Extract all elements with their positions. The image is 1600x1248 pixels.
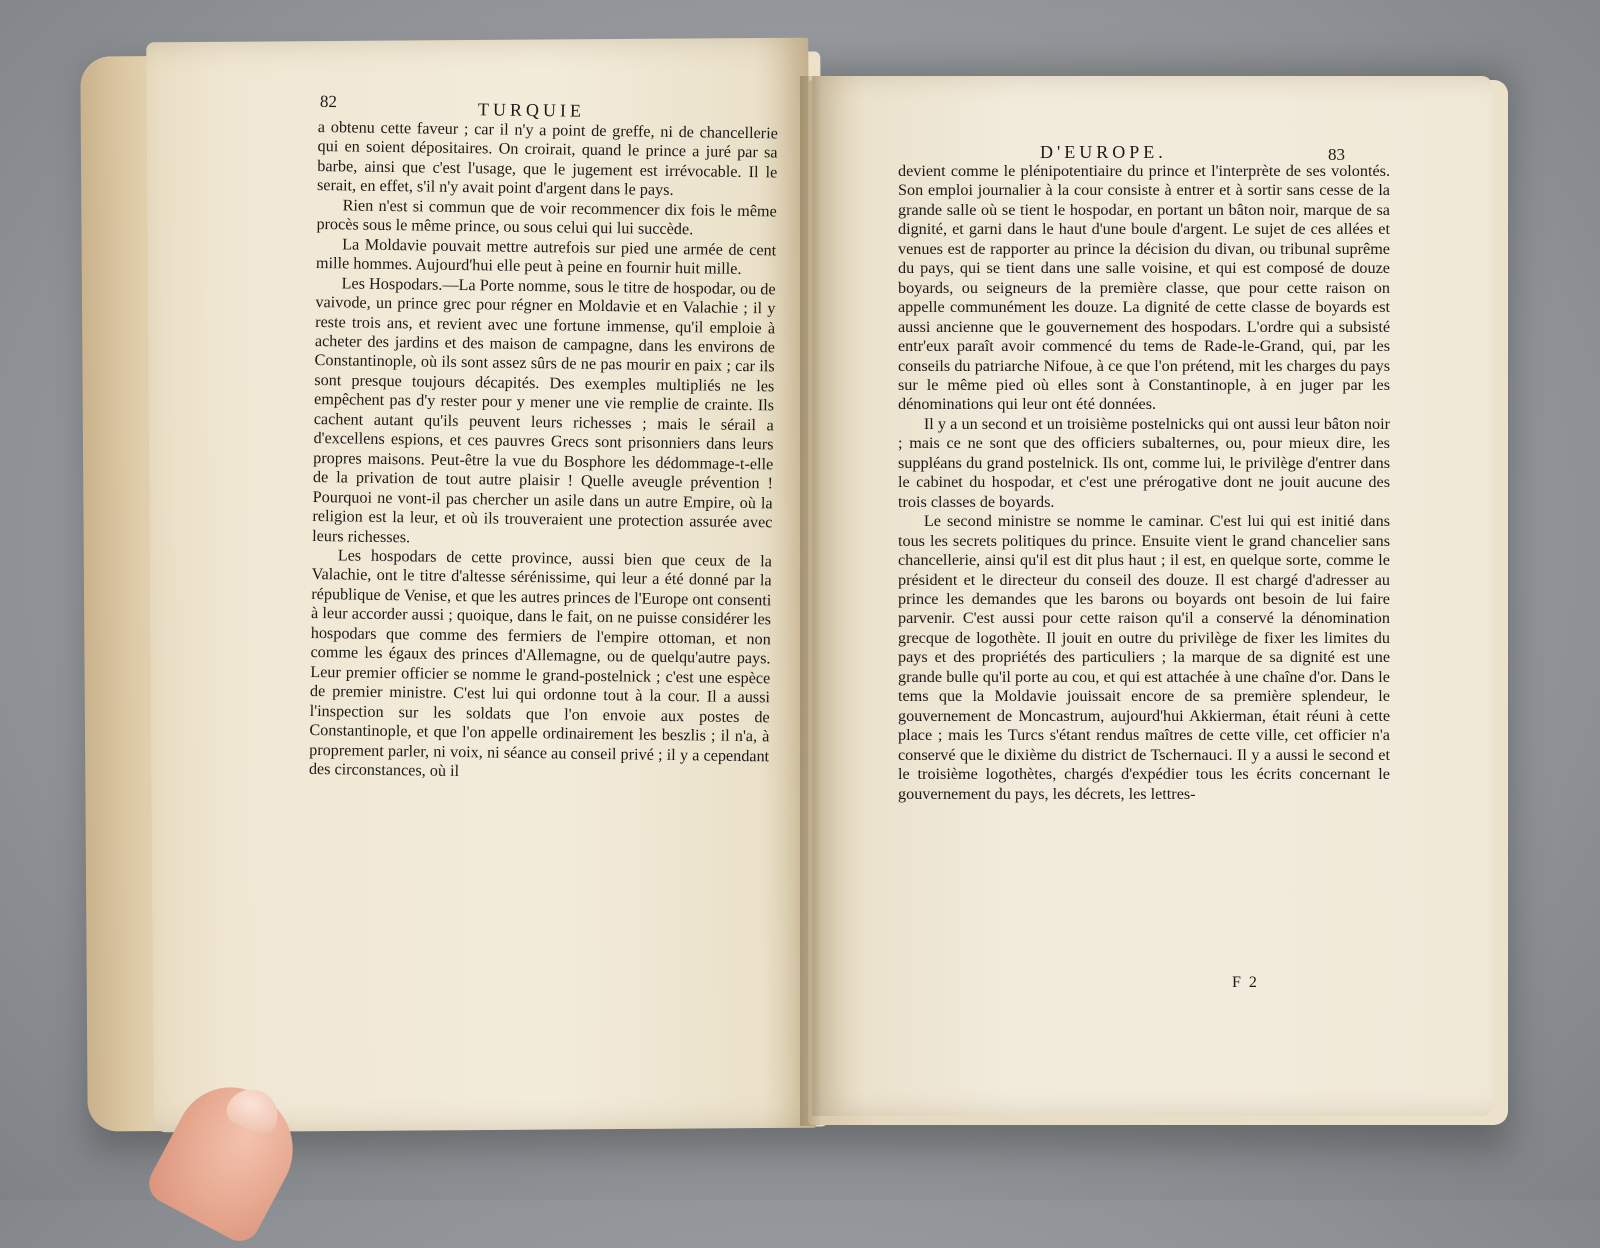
signature-mark: F 2 — [1232, 974, 1259, 991]
paragraph: La Moldavie pouvait mettre autrefois sur pied une armée de cent mille hommes. Aujourd'hui elle peut à peine en fournir huit mille. — [315, 235, 777, 279]
paragraph: Le second ministre se nomme le caminar. C'est lui qui est initié dans tous les secrets politiques du prince. Ensuite vient le grand chancelier sans chancellerie, ainsi qu'il est dit plus haut ; il est, en quelque sorte, comme le président et le directeur du conseil des douze. Il est chargé d'adresser au prince les demandes que les barons ou boyards ont besoin de lui faire parvenir. C'est aussi pour cette raison qu'il a conservé la dénomination grecque de logothète. Il jouit en outre du privilège de fixer les limites du pays et des propriétés des particuliers ; la marque de sa dignité est une grande bulle qu'il porte au cou, et qui est attachée à une chaîne d'or. Dans le tems que la Moldavie jouissait encore de sa première splendeur, le gouvernement de Moncastrum, aujourd'hui Akkierman, était réuni à cette place ; mais les Turcs s'étant rendus maîtres de cette ville, cet officier n'a conservé que le dixième du district de Tschernauci. Il y a aussi le second et le troisième logothètes, chargés d'expédier tous les écrits concernant le gouvernement du pays, les décrets, les lettres- — [898, 512, 1390, 803]
book-gutter — [800, 76, 822, 1126]
paragraph: Les hospodars de cette province, aussi bien que ceux de la Valachie, ont le titre d'altesse sérénissime, qui leur a été donné par la république de Venise, et que les autres princes de l'Europe ont consenti à leur accorder aussi ; quoique, dans le fait, on ne puisse considérer les hospodars que comme des fermiers de l'empire ottoman, et non comme les égaux des princes d'Allemagne, ou de quelqu'autre pays. Leur premier officier se nomme le grand-postelnick ; c'est une espèce de premier ministre. C'est lui qui ordonne tout à la cour. Il a aussi l'inspection sur les soldats que l'on envoie aux postes de Constantinople, et que l'on appelle ordinairement les beszlis ; il n'a, à proprement parler, ni voix, ni séance au conseil privé ; il y a cependant des circonstances, où il — [308, 546, 772, 780]
left-folio: 82 — [319, 91, 338, 112]
paragraph: Il y a un second et un troisième postelnicks qui ont aussi leur bâton noir ; mais ce ne sont que des officiers subalternes, ou, pour mieux dire, les suppléans du grand postelnick. Ils ont, comme lui, le privilège d'entrer dans le cabinet du hospodar, et c'est une prérogative dont ne jouit aucune des trois classes de boyards. — [898, 414, 1390, 511]
right-folio: 83 — [1328, 145, 1345, 164]
left-running-head: TURQUIE — [477, 99, 586, 121]
left-page-text — [309, 118, 778, 786]
right-page-text — [898, 162, 1390, 804]
paragraph: Les Hospodars.—La Porte nomme, sous le titre de hospodar, ou de vaivode, un prince grec pour régner en Moldavie et en Valachie ; il y reste trois ans, et revient avec une fortune immense, qu'il emploie à acheter des jardins et des maison de campagne, dans les environs de Constantinople, où ils sont assez sûrs de ne pas mourir en paix ; car ils sont presque toujours décapités. Des exemples multipliés ne les empêchent pas d'y rester pour y mener une vie remplie de crainte. Ils cachent autant qu'ils peuvent leurs richesses ; mais le sérail a d'excellens espions, et ces pauvres Grecs sont prisonniers dans leurs propres maisons. Peut-être la vue du Bosphore les dédommage-t-elle de la privation de tout autre plaisir ! Quelle aveugle prévention ! Pourquoi ne vont-il pas chercher un asile dans un autre Empire, où la religion est la leur, et où ils trouveraient une protection assurée avec leurs richesses. — [312, 273, 776, 546]
right-running-head: D'EUROPE. — [1040, 142, 1167, 162]
paragraph: devient comme le plénipotentiaire du prince et l'interprète de ses volontés. Son emploi journalier à la cour consiste à entrer et à sortir sans cesse de la grande salle où se tient le hospodar, en portant un bâton noir, marque de sa dignité, et garni dans le haut d'une boule d'argent. Le sujet de ces allées et venues est de rapporter au prince la décision du divan, ou tribunal suprême du pays, qui se tient dans une salle voisine, et qui est composé de douze boyards, ou seigneurs de la première classe, que pour cette raison on appelle communément les douze. La dignité de cette classe de boyards est aussi ancienne que le gouvernement des hospodars. L'ordre qui a subsisté entr'eux paraît avoir commencé du tems de Rade-le-Grand, qui, par les conseils du patriarche Nifoue, à ce que l'on prétend, mit les charges du pays sur le même pied où elles sont à Constantinople, à en juger par les dénominations qui leur ont été données. — [898, 162, 1390, 414]
paragraph: Rien n'est si commun que de voir recommencer dix fois le même procès sous le même prince, ou sous celui qui lui succède. — [316, 196, 777, 239]
paragraph: a obtenu cette faveur ; car il n'y a point de greffe, ni de chancellerie qui en soient dépositaires. On croirait, quand le prince a juré par sa barbe, ainsi que c'est l'usage, que le jugement est irrévocable. Il le serait, en effet, s'il n'y avait point d'argent dans le pays. — [316, 118, 778, 200]
